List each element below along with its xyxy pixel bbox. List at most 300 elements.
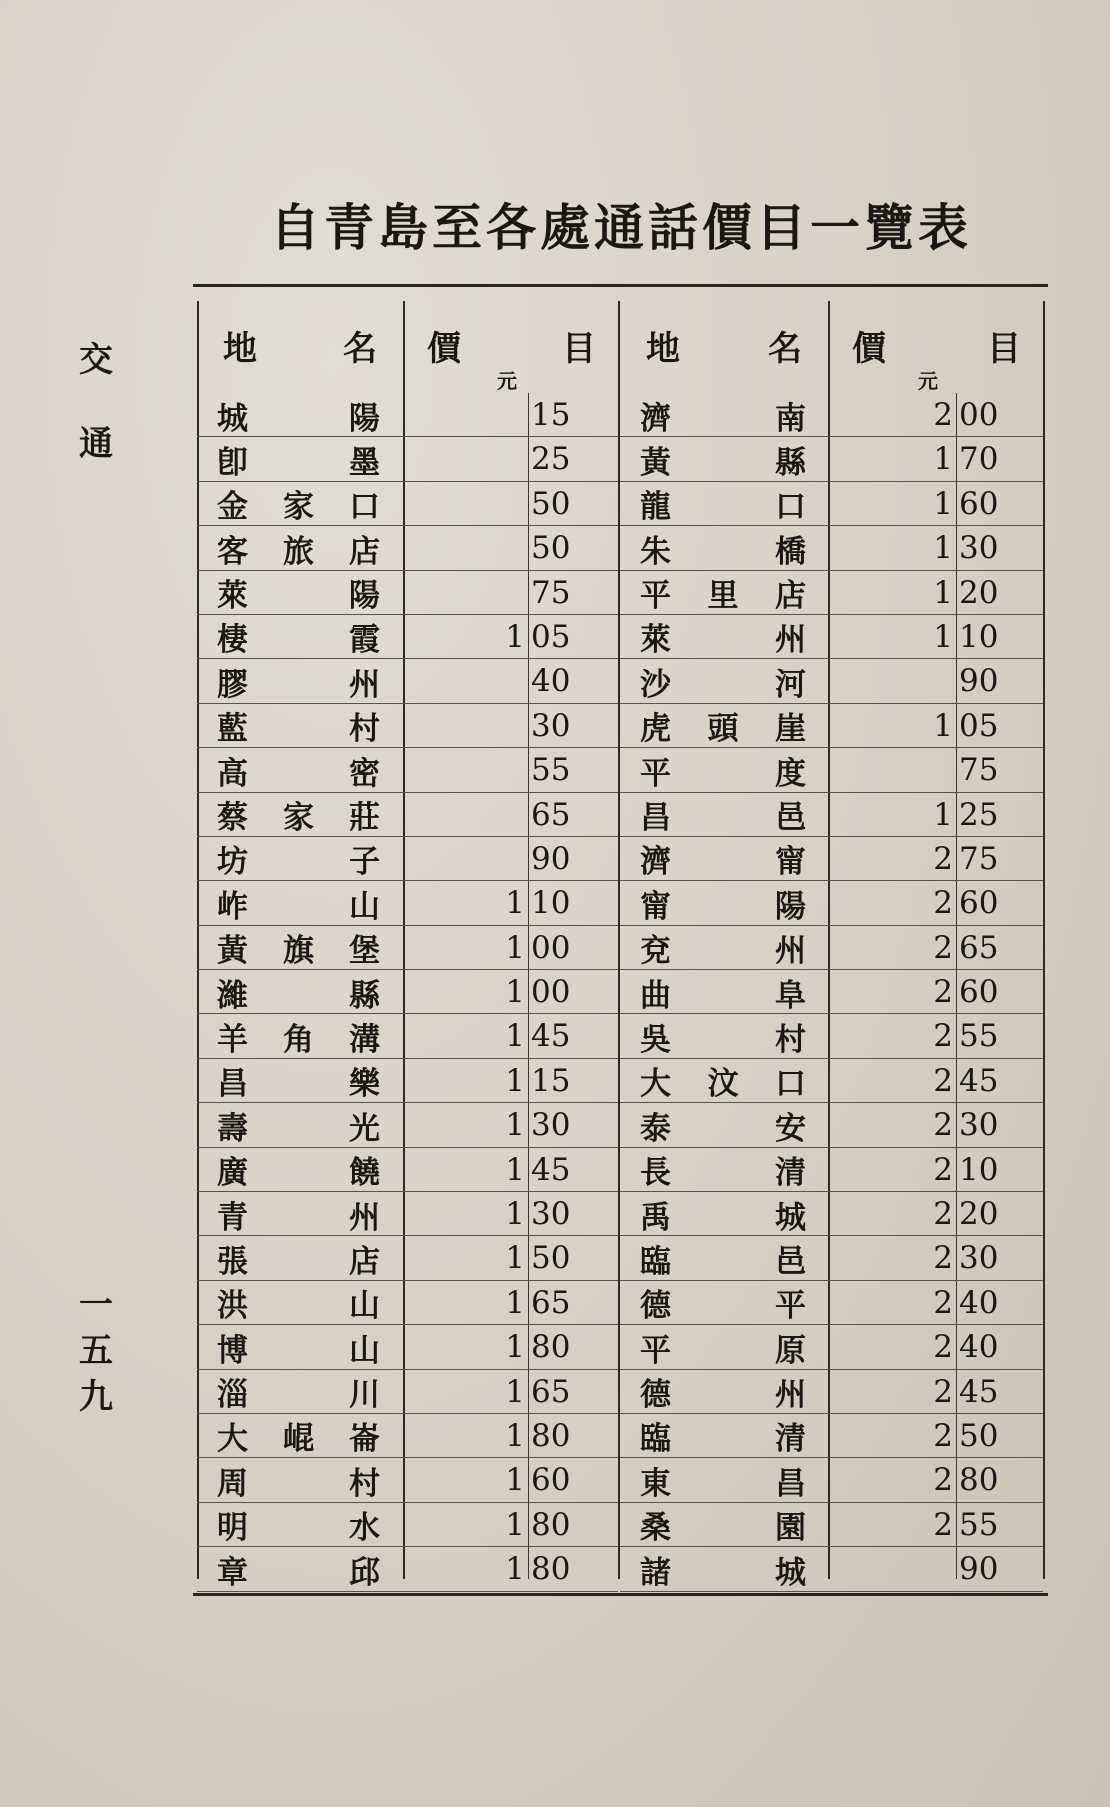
place-name bbox=[197, 1192, 397, 1236]
place-name-char: 口 bbox=[775, 489, 806, 526]
price-yuan: 2 bbox=[933, 929, 953, 966]
price-decimal: 05 bbox=[959, 707, 999, 744]
price-cell bbox=[405, 704, 618, 748]
place-name bbox=[197, 1458, 397, 1502]
price-decimal: 45 bbox=[959, 1062, 999, 1099]
price-decimal: 45 bbox=[531, 1018, 571, 1055]
place-name bbox=[620, 659, 825, 703]
table-row bbox=[197, 970, 618, 1014]
table-row bbox=[197, 1370, 618, 1414]
place-name bbox=[620, 1503, 825, 1547]
place-name-char: 堡 bbox=[349, 933, 380, 970]
place-name-char: 博 bbox=[217, 1332, 248, 1369]
place-name-char: 城 bbox=[217, 400, 248, 437]
price-yuan: 2 bbox=[933, 1240, 953, 1277]
page-number bbox=[74, 1282, 118, 1420]
price-yuan: 1 bbox=[505, 1196, 525, 1233]
price-cell bbox=[830, 1192, 1043, 1236]
place-name bbox=[620, 1370, 825, 1414]
place-name-char: 卽 bbox=[217, 444, 248, 481]
table-row bbox=[620, 1014, 1043, 1058]
place-name-char: 萊 bbox=[640, 622, 671, 659]
price-decimal: 30 bbox=[959, 1107, 999, 1144]
place-name-char: 金 bbox=[217, 489, 248, 526]
price-decimal: 60 bbox=[959, 485, 999, 522]
table-row bbox=[197, 437, 618, 481]
place-name bbox=[620, 1458, 825, 1502]
price-yuan: 2 bbox=[933, 840, 953, 877]
place-name bbox=[197, 1281, 397, 1325]
price-cell bbox=[830, 926, 1043, 970]
place-name-char: 臨 bbox=[640, 1243, 671, 1280]
price-yuan: 2 bbox=[933, 1062, 953, 1099]
place-name-char: 蔡 bbox=[217, 800, 248, 837]
place-name-char: 濰 bbox=[217, 977, 248, 1014]
place-name bbox=[620, 1325, 825, 1369]
place-name bbox=[620, 970, 825, 1014]
table-row bbox=[197, 659, 618, 703]
place-name-char: 張 bbox=[217, 1243, 248, 1280]
price-decimal: 90 bbox=[959, 663, 999, 700]
table-row bbox=[620, 1148, 1043, 1192]
price-decimal: 15 bbox=[531, 1062, 571, 1099]
price-yuan: 1 bbox=[505, 1462, 525, 1499]
table-row bbox=[620, 526, 1043, 570]
price-cell bbox=[405, 1325, 618, 1369]
place-name-char: 明 bbox=[217, 1510, 248, 1547]
place-name bbox=[197, 704, 397, 748]
place-name-char: 岞 bbox=[217, 888, 248, 925]
price-cell bbox=[405, 1281, 618, 1325]
table-row bbox=[620, 1547, 1043, 1591]
header-jia: 價 bbox=[852, 329, 886, 369]
price-yuan: 2 bbox=[933, 1462, 953, 1499]
price-cell bbox=[830, 704, 1043, 748]
table-row bbox=[197, 1458, 618, 1502]
place-name bbox=[197, 482, 397, 526]
table-row bbox=[197, 571, 618, 615]
place-name-char: 溝 bbox=[349, 1021, 380, 1058]
table-row bbox=[197, 1414, 618, 1458]
price-cell bbox=[830, 1414, 1043, 1458]
price-decimal: 45 bbox=[959, 1373, 999, 1410]
price-cell bbox=[405, 970, 618, 1014]
table-row bbox=[620, 1192, 1043, 1236]
place-name-char: 莊 bbox=[349, 800, 380, 837]
place-name-char: 棲 bbox=[217, 622, 248, 659]
price-decimal: 50 bbox=[531, 485, 571, 522]
place-name bbox=[197, 1325, 397, 1369]
price-yuan: 1 bbox=[933, 796, 953, 833]
place-name bbox=[620, 1547, 825, 1591]
place-name-char: 山 bbox=[349, 1288, 380, 1325]
header-ming: 名 bbox=[343, 329, 377, 369]
place-name-char: 邑 bbox=[775, 800, 806, 837]
place-name bbox=[197, 926, 397, 970]
place-name-char: 霞 bbox=[349, 622, 380, 659]
place-name-char: 州 bbox=[775, 1377, 806, 1414]
price-decimal: 50 bbox=[531, 530, 571, 567]
place-name bbox=[197, 837, 397, 881]
table-row bbox=[197, 748, 618, 792]
price-cell bbox=[405, 571, 618, 615]
place-name bbox=[620, 1059, 825, 1103]
place-name-char: 朱 bbox=[640, 533, 671, 570]
place-name-char: 陽 bbox=[349, 578, 380, 615]
price-cell bbox=[405, 1059, 618, 1103]
price-decimal: 20 bbox=[959, 574, 999, 611]
place-name-char: 壽 bbox=[217, 1110, 248, 1147]
price-cell bbox=[405, 1458, 618, 1502]
table-row bbox=[620, 437, 1043, 481]
price-decimal: 30 bbox=[959, 530, 999, 567]
place-name-char: 村 bbox=[349, 1465, 380, 1502]
price-cell bbox=[830, 1059, 1043, 1103]
place-name bbox=[197, 526, 397, 570]
page-number-char: 五 bbox=[79, 1331, 113, 1371]
price-yuan: 2 bbox=[933, 1018, 953, 1055]
place-name-char: 安 bbox=[775, 1110, 806, 1147]
price-decimal: 55 bbox=[531, 752, 571, 789]
table-row bbox=[197, 1148, 618, 1192]
table-row bbox=[620, 748, 1043, 792]
place-name-char: 饒 bbox=[349, 1155, 380, 1192]
price-yuan: 1 bbox=[505, 885, 525, 922]
price-cell bbox=[405, 437, 618, 481]
place-name bbox=[197, 571, 397, 615]
place-name-char: 崐 bbox=[283, 1421, 314, 1458]
place-name-char: 南 bbox=[775, 400, 806, 437]
place-name-char: 旅 bbox=[283, 533, 314, 570]
price-decimal: 40 bbox=[531, 663, 571, 700]
place-name-char: 平 bbox=[640, 578, 671, 615]
price-decimal: 10 bbox=[959, 618, 999, 655]
place-name bbox=[197, 615, 397, 659]
price-cell bbox=[405, 1503, 618, 1547]
unit-label: 元 bbox=[918, 369, 938, 393]
price-yuan: 2 bbox=[933, 885, 953, 922]
price-decimal: 00 bbox=[531, 929, 571, 966]
place-name bbox=[197, 1503, 397, 1547]
price-cell bbox=[830, 482, 1043, 526]
section-label bbox=[74, 318, 118, 486]
price-yuan: 2 bbox=[933, 1506, 953, 1543]
price-decimal: 10 bbox=[959, 1151, 999, 1188]
table-row bbox=[620, 571, 1043, 615]
price-decimal: 65 bbox=[531, 1284, 571, 1321]
price-decimal: 75 bbox=[959, 752, 999, 789]
price-cell bbox=[830, 1458, 1043, 1502]
place-name-char: 兗 bbox=[640, 933, 671, 970]
place-name-char: 山 bbox=[349, 888, 380, 925]
price-decimal: 25 bbox=[531, 441, 571, 478]
price-yuan: 1 bbox=[505, 1062, 525, 1099]
table-row bbox=[620, 1458, 1043, 1502]
price-cell bbox=[830, 793, 1043, 837]
table-row bbox=[197, 526, 618, 570]
price-decimal: 90 bbox=[531, 840, 571, 877]
place-name-char: 坊 bbox=[217, 844, 248, 881]
place-name-char: 淄 bbox=[217, 1377, 248, 1414]
place-name-char: 縣 bbox=[775, 444, 806, 481]
place-name bbox=[197, 1414, 397, 1458]
price-cell bbox=[405, 482, 618, 526]
place-name-char: 臨 bbox=[640, 1421, 671, 1458]
price-decimal: 90 bbox=[959, 1551, 999, 1588]
price-yuan: 1 bbox=[505, 929, 525, 966]
price-yuan: 1 bbox=[933, 485, 953, 522]
table-row bbox=[197, 704, 618, 748]
place-name-char: 章 bbox=[217, 1554, 248, 1591]
price-decimal: 40 bbox=[959, 1284, 999, 1321]
place-name bbox=[197, 1370, 397, 1414]
price-decimal: 15 bbox=[531, 397, 571, 433]
price-cell bbox=[830, 1103, 1043, 1147]
place-name-char: 黃 bbox=[640, 444, 671, 481]
price-cell bbox=[830, 1503, 1043, 1547]
place-name-char: 泰 bbox=[640, 1110, 671, 1147]
place-name-char: 子 bbox=[349, 844, 380, 881]
place-name-char: 村 bbox=[775, 1021, 806, 1058]
price-yuan: 1 bbox=[933, 530, 953, 567]
place-name-char: 橋 bbox=[775, 533, 806, 570]
price-cell bbox=[405, 393, 618, 437]
price-decimal: 10 bbox=[531, 885, 571, 922]
place-name-char: 清 bbox=[775, 1421, 806, 1458]
price-cell bbox=[830, 1281, 1043, 1325]
table-row bbox=[197, 1014, 618, 1058]
price-decimal: 80 bbox=[531, 1506, 571, 1543]
place-name-char: 角 bbox=[283, 1021, 314, 1058]
place-name bbox=[620, 1103, 825, 1147]
price-decimal: 65 bbox=[531, 796, 571, 833]
place-name bbox=[197, 393, 397, 437]
place-name-char: 昌 bbox=[640, 800, 671, 837]
price-yuan: 1 bbox=[505, 1107, 525, 1144]
price-cell bbox=[405, 881, 618, 925]
price-decimal: 60 bbox=[959, 885, 999, 922]
place-name bbox=[197, 970, 397, 1014]
place-name-char: 龍 bbox=[640, 489, 671, 526]
place-name bbox=[620, 615, 825, 659]
header-jia: 價 bbox=[427, 329, 461, 369]
place-name-char: 園 bbox=[775, 1510, 806, 1547]
price-cell bbox=[405, 1192, 618, 1236]
place-name bbox=[197, 1103, 397, 1147]
place-name-char: 平 bbox=[640, 755, 671, 792]
place-name-char: 口 bbox=[349, 489, 380, 526]
place-name-char: 城 bbox=[775, 1554, 806, 1591]
place-name-char: 德 bbox=[640, 1377, 671, 1414]
table-row bbox=[197, 1547, 618, 1591]
table-row bbox=[197, 615, 618, 659]
price-cell bbox=[830, 1148, 1043, 1192]
price-cell bbox=[405, 1414, 618, 1458]
place-name-char: 平 bbox=[640, 1332, 671, 1369]
place-name bbox=[197, 1236, 397, 1280]
place-name-char: 陽 bbox=[775, 888, 806, 925]
place-name-char: 曲 bbox=[640, 977, 671, 1014]
place-name-char: 高 bbox=[217, 755, 248, 792]
price-cell bbox=[405, 1014, 618, 1058]
place-name-char: 里 bbox=[707, 578, 739, 615]
price-cell bbox=[830, 393, 1043, 437]
place-name-char: 州 bbox=[349, 1199, 380, 1236]
price-yuan: 2 bbox=[933, 1151, 953, 1188]
place-name-char: 光 bbox=[349, 1110, 380, 1147]
table-row bbox=[620, 704, 1043, 748]
table-row bbox=[620, 837, 1043, 881]
table-row bbox=[620, 1370, 1043, 1414]
price-decimal: 50 bbox=[531, 1240, 571, 1277]
place-name bbox=[620, 1236, 825, 1280]
place-name-char: 客 bbox=[217, 533, 248, 570]
table-row bbox=[620, 793, 1043, 837]
table-row bbox=[620, 1281, 1043, 1325]
table-row bbox=[197, 1281, 618, 1325]
price-cell bbox=[405, 659, 618, 703]
price-cell bbox=[830, 748, 1043, 792]
table-row bbox=[620, 482, 1043, 526]
price-decimal: 30 bbox=[531, 1196, 571, 1233]
place-name-char: 城 bbox=[775, 1199, 806, 1236]
place-name-char: 吳 bbox=[640, 1021, 671, 1058]
place-name bbox=[620, 1148, 825, 1192]
place-name-char: 家 bbox=[283, 489, 314, 526]
price-decimal: 65 bbox=[959, 929, 999, 966]
place-name-char: 廣 bbox=[217, 1155, 248, 1192]
place-name-char: 店 bbox=[349, 1243, 380, 1280]
price-decimal: 70 bbox=[959, 441, 999, 478]
place-name bbox=[620, 1414, 825, 1458]
price-decimal: 60 bbox=[531, 1462, 571, 1499]
place-name-char: 邱 bbox=[349, 1554, 380, 1591]
table-rule bbox=[1043, 301, 1045, 1579]
table-row bbox=[620, 970, 1043, 1014]
price-cell bbox=[830, 615, 1043, 659]
place-name-char: 清 bbox=[775, 1155, 806, 1192]
place-name bbox=[197, 748, 397, 792]
price-yuan: 1 bbox=[933, 618, 953, 655]
place-name-char: 羊 bbox=[217, 1021, 248, 1058]
place-name bbox=[197, 1148, 397, 1192]
place-name-char: 汶 bbox=[707, 1066, 739, 1103]
place-name-char: 店 bbox=[775, 578, 806, 615]
place-name bbox=[620, 837, 825, 881]
place-name-char: 山 bbox=[349, 1332, 380, 1369]
place-name bbox=[197, 437, 397, 481]
page-title: 自青島至各處通話價目一覽表 bbox=[270, 198, 972, 257]
table-row bbox=[197, 881, 618, 925]
place-name-char: 長 bbox=[640, 1155, 671, 1192]
table-row bbox=[197, 1503, 618, 1547]
price-decimal: 20 bbox=[959, 1196, 999, 1233]
table-row bbox=[197, 837, 618, 881]
price-decimal: 60 bbox=[959, 974, 999, 1011]
table-row bbox=[620, 1325, 1043, 1369]
table-row bbox=[620, 659, 1043, 703]
price-decimal: 55 bbox=[959, 1018, 999, 1055]
price-cell bbox=[405, 1103, 618, 1147]
price-yuan: 1 bbox=[505, 618, 525, 655]
price-decimal: 30 bbox=[531, 1107, 571, 1144]
place-name-char: 甯 bbox=[775, 844, 806, 881]
place-name bbox=[620, 1192, 825, 1236]
header-ming: 名 bbox=[768, 329, 802, 369]
price-cell bbox=[830, 659, 1043, 703]
place-name bbox=[197, 659, 397, 703]
place-name-char: 家 bbox=[283, 800, 314, 837]
price-cell bbox=[405, 748, 618, 792]
price-decimal: 25 bbox=[959, 796, 999, 833]
table-row bbox=[620, 615, 1043, 659]
place-name bbox=[620, 571, 825, 615]
place-name bbox=[620, 748, 825, 792]
price-decimal: 30 bbox=[959, 1240, 999, 1277]
table-row bbox=[620, 1103, 1043, 1147]
price-cell bbox=[830, 837, 1043, 881]
table-row bbox=[197, 1059, 618, 1103]
place-name-char: 店 bbox=[349, 533, 380, 570]
right-rows bbox=[620, 393, 1043, 1592]
place-name-char: 河 bbox=[775, 666, 806, 703]
table-row bbox=[197, 1103, 618, 1147]
price-decimal: 50 bbox=[959, 1417, 999, 1454]
place-name-char: 水 bbox=[349, 1510, 380, 1547]
place-name-char: 青 bbox=[217, 1199, 248, 1236]
place-name-char: 周 bbox=[217, 1465, 248, 1502]
left-rows bbox=[197, 393, 618, 1592]
table-row bbox=[620, 881, 1043, 925]
price-cell bbox=[830, 571, 1043, 615]
table-row bbox=[197, 1236, 618, 1280]
place-name-char: 墨 bbox=[349, 444, 380, 481]
place-name-char: 密 bbox=[349, 755, 380, 792]
place-name-char: 度 bbox=[775, 755, 806, 792]
price-decimal: 05 bbox=[531, 618, 571, 655]
page-number-char: 一 bbox=[79, 1285, 113, 1325]
place-name-char: 黃 bbox=[217, 933, 248, 970]
price-yuan: 1 bbox=[505, 1417, 525, 1454]
price-decimal: 80 bbox=[531, 1417, 571, 1454]
place-name bbox=[197, 1547, 397, 1591]
place-name-char: 大 bbox=[217, 1421, 248, 1458]
price-decimal: 80 bbox=[531, 1551, 571, 1588]
header-di: 地 bbox=[223, 329, 257, 369]
table-row bbox=[197, 1192, 618, 1236]
table-row bbox=[620, 1059, 1043, 1103]
price-decimal: 65 bbox=[531, 1373, 571, 1410]
table-row bbox=[620, 1503, 1043, 1547]
price-cell bbox=[830, 1014, 1043, 1058]
place-name-char: 沙 bbox=[640, 666, 671, 703]
place-name-char: 濟 bbox=[640, 400, 671, 437]
place-name-char: 州 bbox=[775, 933, 806, 970]
place-name-char: 東 bbox=[640, 1465, 671, 1502]
place-name-char: 洪 bbox=[217, 1288, 248, 1325]
price-yuan: 1 bbox=[505, 1551, 525, 1588]
place-name-char: 桑 bbox=[640, 1510, 671, 1547]
price-yuan: 2 bbox=[933, 1284, 953, 1321]
place-name-char: 州 bbox=[775, 622, 806, 659]
place-name-char: 昌 bbox=[775, 1465, 806, 1502]
place-name-char: 膠 bbox=[217, 666, 248, 703]
price-cell bbox=[405, 1370, 618, 1414]
price-decimal: 30 bbox=[531, 707, 571, 744]
price-cell bbox=[405, 526, 618, 570]
price-cell bbox=[405, 615, 618, 659]
table-row bbox=[197, 793, 618, 837]
